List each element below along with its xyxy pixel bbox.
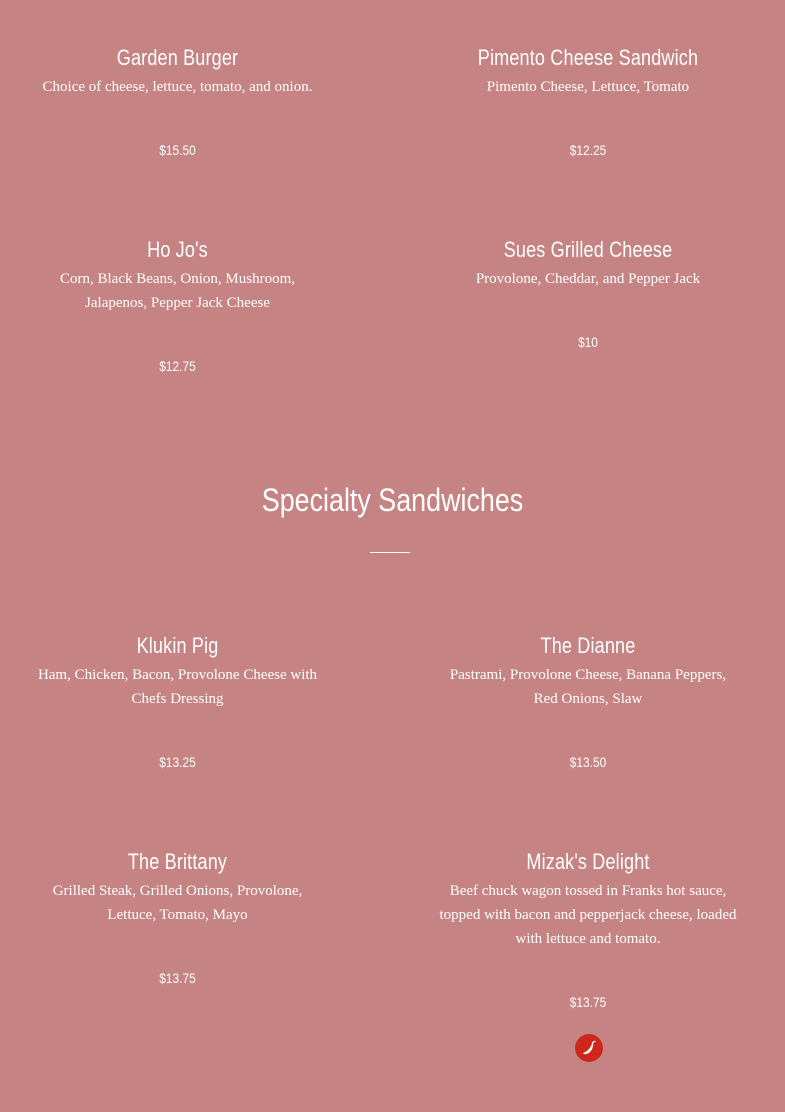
menu-item-klukin-pig <box>30 632 325 770</box>
item-name: Garden Burger <box>116 45 239 70</box>
item-name: The Brittany <box>127 849 228 874</box>
item-description: Pastrami, Provolone Cheese, Banana Peppers, Red Onions, Slaw <box>449 667 727 707</box>
item-name: Klukin Pig <box>136 633 219 658</box>
menu-item-the-brittany <box>30 848 325 986</box>
item-description: Provolone, Cheddar, and Pepper Jack <box>475 271 701 287</box>
item-name: Sues Grilled Cheese <box>503 237 673 262</box>
item-price: $12.75 <box>159 358 196 374</box>
item-price: $10 <box>578 334 598 350</box>
item-description: Ham, Chicken, Bacon, Provolone Cheese with Chefs Dressing <box>37 667 318 707</box>
item-description: Beef chuck wagon tossed in Franks hot sauce, topped with bacon and pepperjack cheese, loaded with lettuce and tomato. <box>439 883 737 947</box>
item-description: Pimento Cheese, Lettuce, Tomato <box>486 79 690 95</box>
item-price: $13.75 <box>159 970 196 986</box>
item-name: Pimento Cheese Sandwich <box>477 45 699 70</box>
menu-item-pimento-cheese-sandwich <box>438 44 738 158</box>
item-description: Grilled Steak, Grilled Onions, Provolone, Lettuce, Tomato, Mayo <box>52 883 303 923</box>
menu-item-ho-jos <box>30 236 325 374</box>
item-price: $12.25 <box>569 142 607 158</box>
section-title: Specialty Sandwiches <box>261 482 524 518</box>
menu-item-mizaks-delight <box>438 848 738 1010</box>
item-price: $13.75 <box>569 994 607 1010</box>
item-price: $15.50 <box>159 142 196 158</box>
item-price: $13.50 <box>569 754 607 770</box>
item-name: Ho Jo's <box>147 237 208 262</box>
section-divider <box>370 552 410 553</box>
menu-item-garden-burger <box>30 44 325 158</box>
item-description: Corn, Black Beans, Onion, Mushroom, Jalapenos, Pepper Jack Cheese <box>60 271 295 311</box>
item-name: Mizak's Delight <box>526 849 650 874</box>
menu-item-the-dianne <box>438 632 738 770</box>
item-name: The Dianne <box>540 633 636 658</box>
menu-item-sues-grilled-cheese <box>438 236 738 350</box>
item-price: $13.25 <box>159 754 196 770</box>
chili-pepper-icon <box>575 1034 603 1062</box>
item-description: Choice of cheese, lettuce, tomato, and onion. <box>42 79 313 95</box>
